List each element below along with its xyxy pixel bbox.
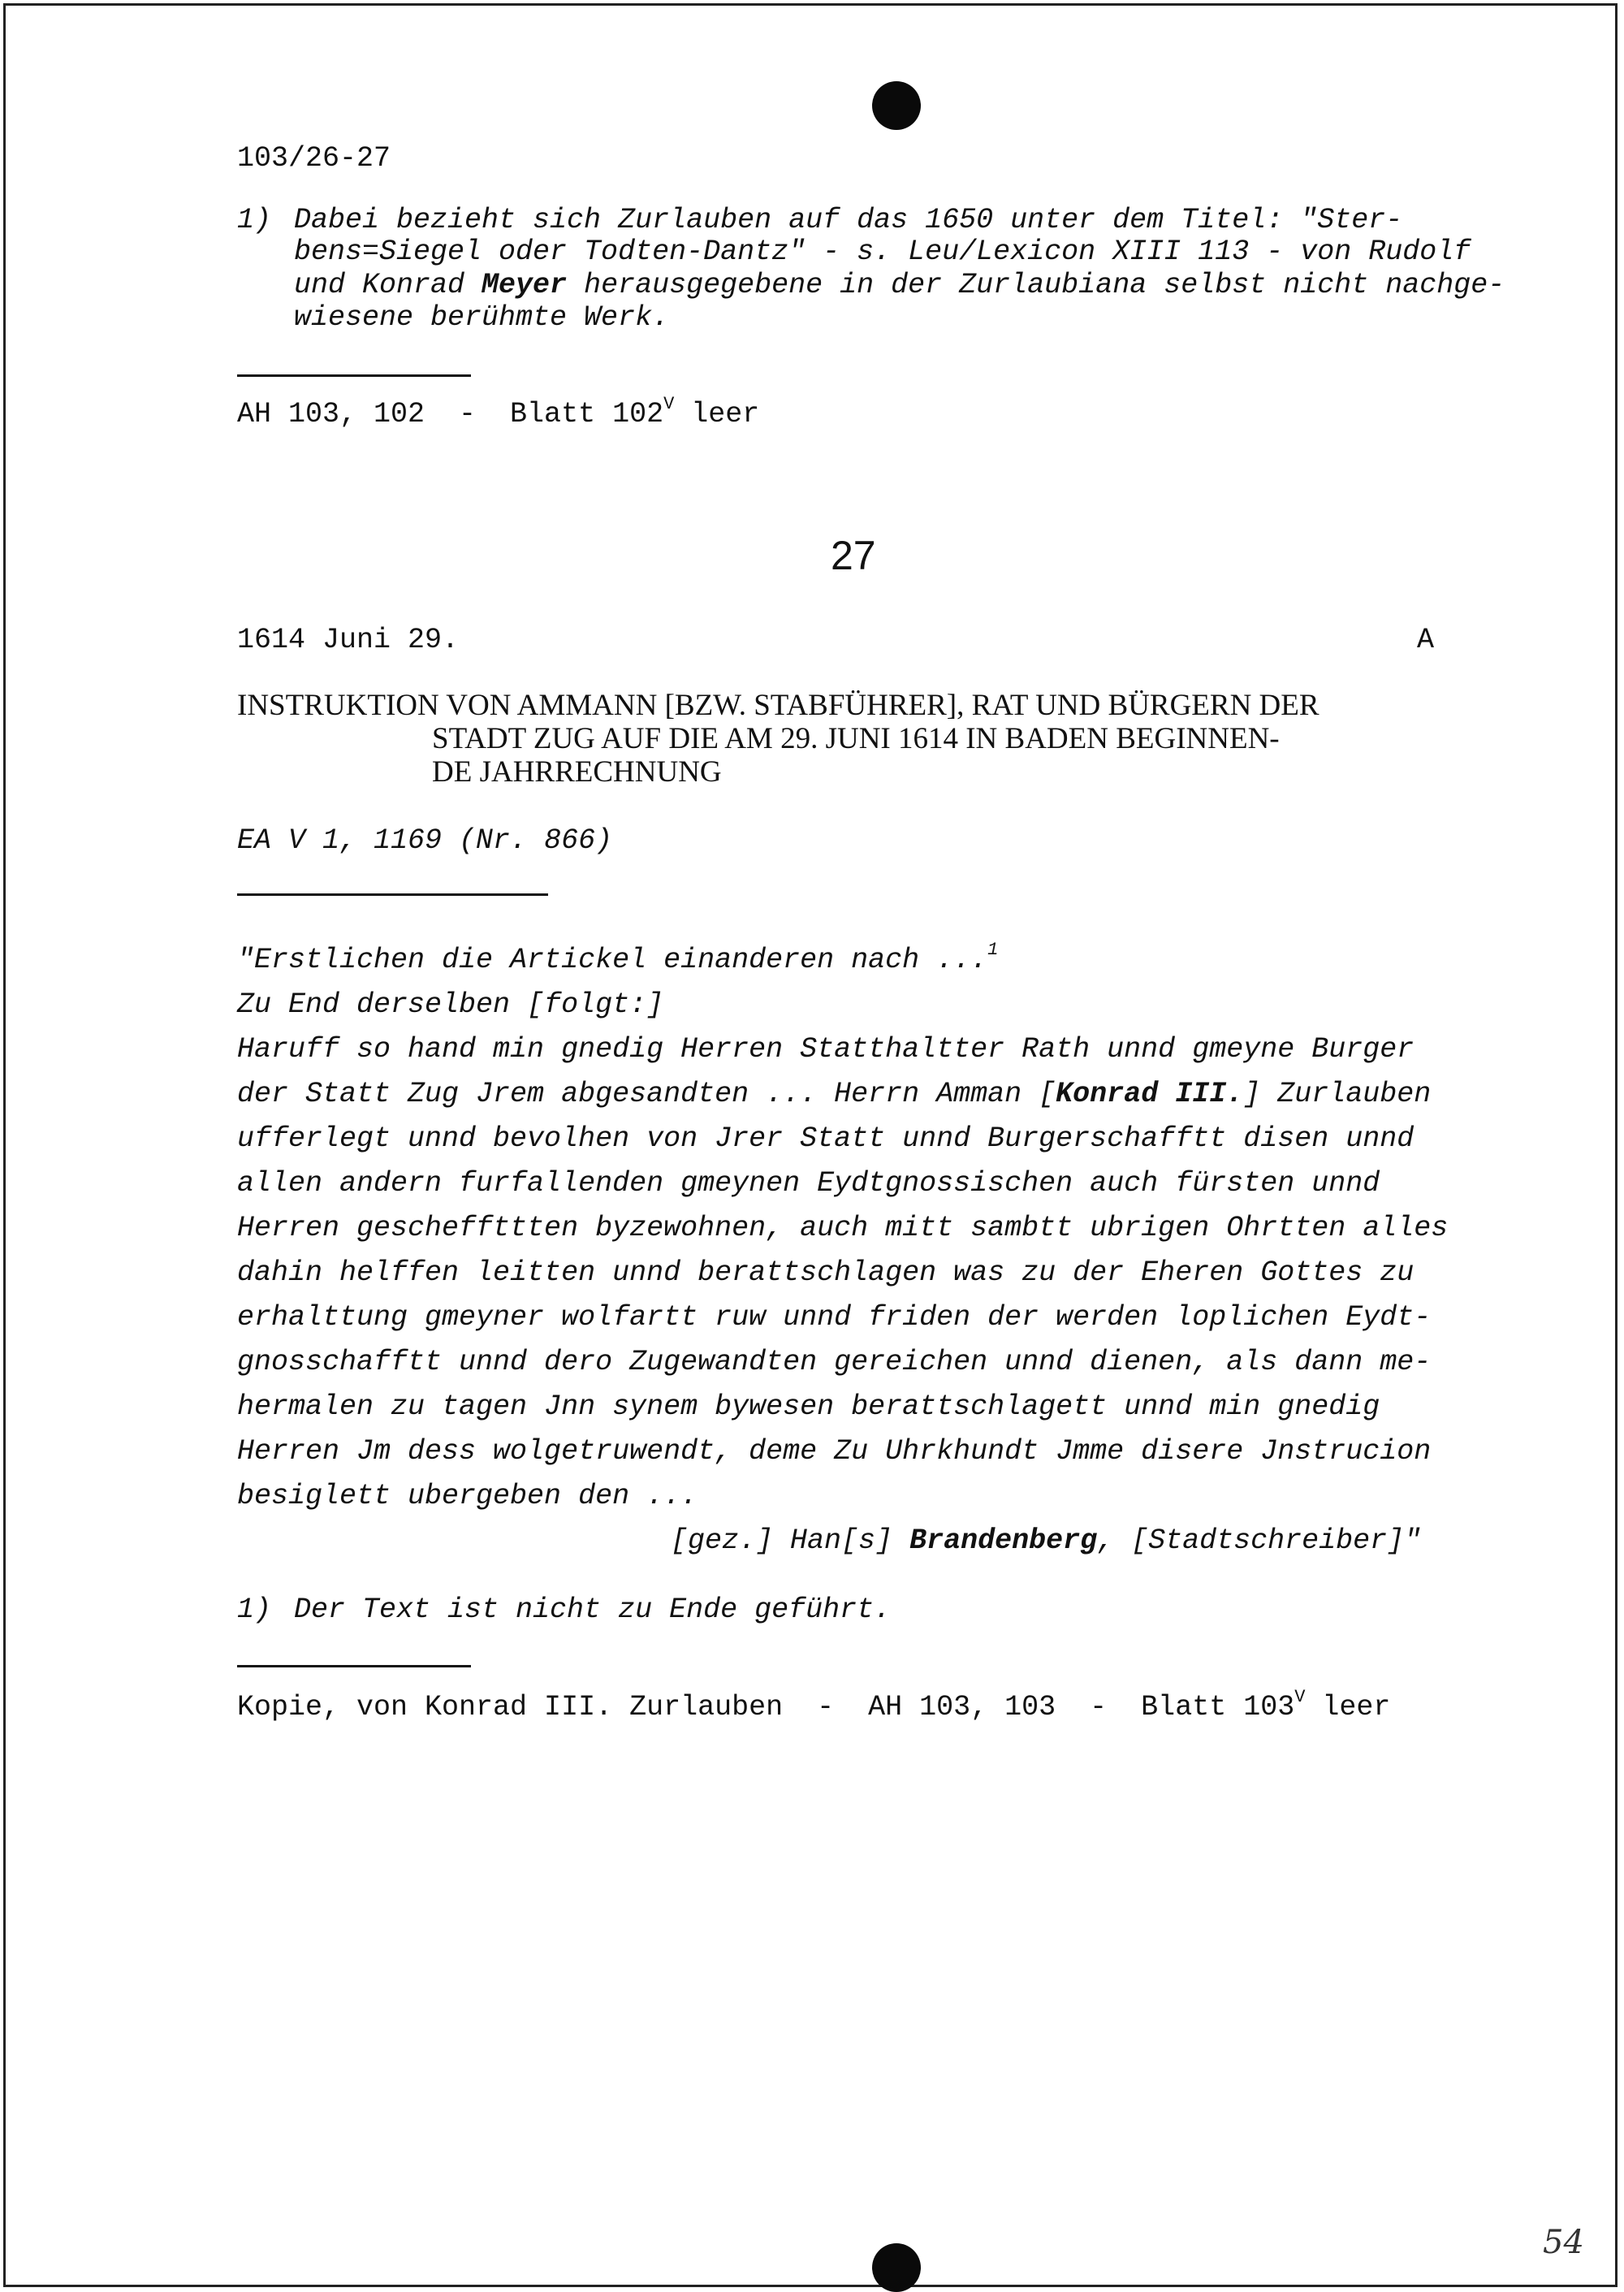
body-line: der Statt Zug Jrem abgesandten ... Herrn Amman [Konrad III.] Zurlauben <box>237 1078 1432 1110</box>
separator-rule <box>237 893 548 896</box>
footnote-top-marker: 1) <box>237 204 272 236</box>
document-number: 27 <box>831 533 876 578</box>
body-line: Herren gescheffttten byzewohnen, auch mitt sambtt ubrigen Ohrtten alles <box>237 1212 1449 1244</box>
body-line: Zu End derselben [folgt:] <box>237 988 664 1021</box>
body-line: Haruff so hand min gnedig Herren Statthaltter Rath unnd gmeyne Burger <box>237 1033 1415 1066</box>
document-title-line: INSTRUKTION VON AMMANN [BZW. STABFÜHRER], RAT UND BÜRGERN DER <box>237 689 1320 722</box>
page-reference: 103/26-27 <box>237 142 391 175</box>
punch-hole-top <box>872 81 921 130</box>
footnote-bottom-marker: 1) <box>237 1594 272 1626</box>
signature-line: [gez.] Han[s] Brandenberg, [Stadtschreiber]" <box>671 1524 1422 1557</box>
separator-rule <box>237 1665 471 1667</box>
body-line: hermalen zu tagen Jnn synem bywesen berattschlagett unnd min gnedig <box>237 1390 1380 1423</box>
handwritten-mark: 54 <box>1543 2224 1584 2261</box>
body-first-line: "Erstlichen die Artickel einanderen nach ...$^1$ <box>237 940 999 976</box>
document-title-line: STADT ZUG AUF DIE AM 29. JUNI 1614 IN BADEN BEGINNEN- <box>432 722 1280 755</box>
copy-note: Kopie, von Konrad III. Zurlauben - AH 103, 103 - Blatt $103^V$ leer <box>237 1687 1391 1723</box>
body-line: ufferlegt unnd bevolhen von Jrer Statt unnd Burgerschafftt disen unnd <box>237 1122 1415 1155</box>
body-line: allen andern furfallenden gmeynen Eydtgnossischen auch fürsten unnd <box>237 1167 1380 1200</box>
footnote-bottom-text: Der Text ist nicht zu Ende geführt. <box>294 1594 892 1626</box>
body-line: gnosschafftt unnd dero Zugewandten gereichen unnd dienen, als dann me- <box>237 1346 1432 1378</box>
document-title-line: DE JAHRRECHNUNG <box>432 755 722 789</box>
document-date: 1614 Juni 29. <box>237 624 460 656</box>
source-reference-prev: AH 103, 102 - Blatt $102^V$ leer <box>237 394 760 430</box>
body-line: Herren Jm dess wolgetruwendt, deme Zu Uhrkhundt Jmme disere Jnstrucion <box>237 1435 1432 1468</box>
footnote-top-line: Dabei bezieht sich Zurlauben auf das 1650 unter dem Titel: "Ster- <box>294 204 1403 236</box>
footnote-top-line: und Konrad Meyer herausgegebene in der Zurlaubiana selbst nicht nachge- <box>294 269 1505 301</box>
punch-hole-bottom <box>872 2243 921 2292</box>
body-line: besiglett ubergeben den ... <box>237 1480 698 1512</box>
body-line: dahin helffen leitten unnd berattschlagen was zu der Eheren Gottes zu <box>237 1256 1415 1289</box>
edition-reference: EA V 1, 1169 (Nr. 866) <box>237 824 613 857</box>
separator-rule <box>237 374 471 377</box>
footnote-top-line: wiesene berühmte Werk. <box>294 301 670 334</box>
body-line: erhalttung gmeyner wolfartt ruw unnd friden der werden loplichen Eydt- <box>237 1301 1432 1334</box>
document-letter: A <box>1417 624 1435 656</box>
footnote-top-line: bens=Siegel oder Todten-Dantz" - s. Leu/Lexicon XIII 113 - von Rudolf <box>294 236 1471 268</box>
